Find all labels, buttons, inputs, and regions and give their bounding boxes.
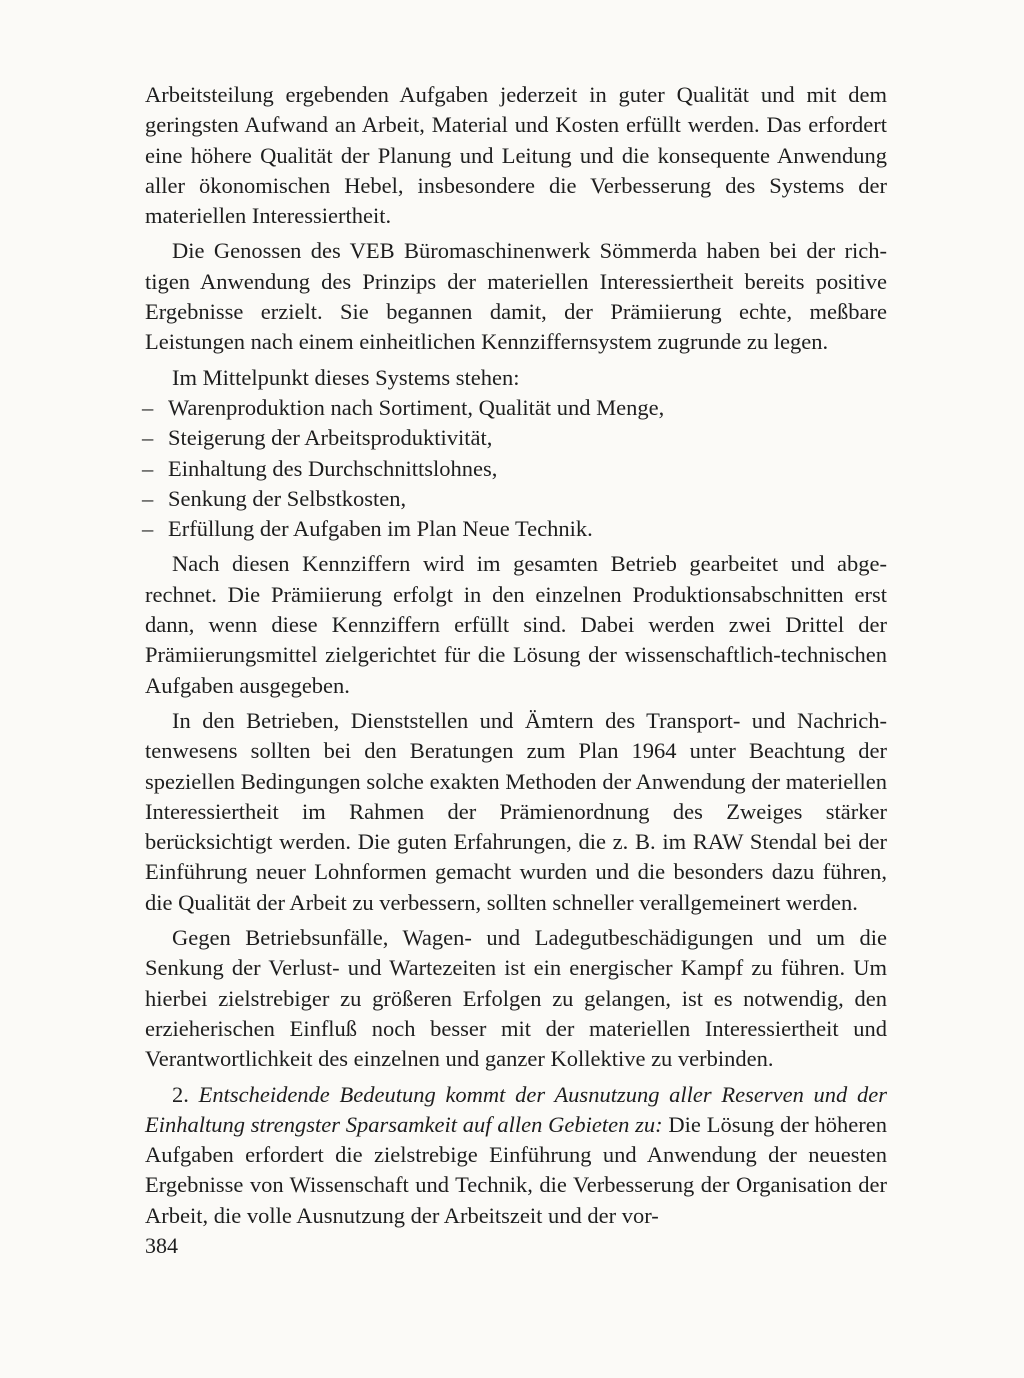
page-body — [142, 80, 888, 1236]
list-item — [142, 514, 887, 544]
paragraph-transportwesen: In den Betrieben, Dienststellen und Ämtern des Transport- und Nachrichtenwesens sollten bei den Beratungen zum Plan 1964 unter Beachtung der speziellen Bedingungen solche exakten Methoden der Anwendung der materiellen Interessiertheit im Rahmen der Prämienordnung des Zweiges stärker berücksichtigt werden. Die guten Erfahrungen, die z. B. im RAW Stendal bei der Einführung neuer Lohnformen gemacht wurden und die besonders dazu führen, die Qualität der Arbeit zu verbessern, sollten schneller verallgemeinert werden. — [145, 707, 887, 915]
indicator-list — [142, 393, 887, 544]
list-intro: Im Mittelpunkt dieses Systems stehen: — [172, 364, 520, 390]
list-item-text: Steigerung der Arbeitsproduktivität, — [168, 425, 493, 451]
paragraph-betriebsunfaelle: Gegen Betriebsunfälle, Wagen- und Ladegutbeschädigungen und um die Senkung der Verlust- und Wartezeiten ist ein energischer Kampf zu führen. Um hierbei zielstrebiger zu größeren Erfolgen zu gelangen, ist es notwendig, den erzieherischen Einfluß noch besser mit der materiellen Interessiertheit und Verantwortlichkeit des einzelnen und ganzer Kollektive zu verbinden. — [145, 925, 887, 1072]
paragraph-soemmerda: Die Genossen des VEB Büromaschinenwerk Sömmerda haben bei der richtigen Anwendung des Prinzips der materiellen Interessiertheit bereits positive Ergebnisse erzielt. Sie begannen damit, der Prämiierung echte, meßbare Leistungen nach einem einheitlichen Kennziffernsystem zugrunde zu legen. — [145, 238, 887, 355]
list-item-text: Einhaltung des Durchschnittslohnes, — [168, 455, 498, 481]
list-item — [142, 454, 887, 484]
dash-marker: – — [142, 516, 154, 542]
paragraph-kennziffern: Nach diesen Kennziffern wird im gesamten Betrieb gearbeitet und abgerechnet. Die Prämiierung erfolgt in den einzelnen Produktionsabschnitten erst dann, wenn diese Kennziffern erfüllt sind. Dabei werden zwei Drittel der Prämiierungsmittel zielgerichtet für die Lösung der wissenschaftlich-technischen Aufgaben ausgegeben. — [145, 551, 887, 698]
section-number: 2. — [172, 1081, 189, 1107]
list-item-text: Erfüllung der Aufgaben im Plan Neue Technik. — [168, 516, 593, 542]
list-item-text: Warenproduktion nach Sortiment, Qualität und Menge, — [168, 394, 665, 420]
paragraph-reserven — [145, 1080, 887, 1231]
list-item — [142, 484, 887, 514]
paragraph-reserven-text: Die Lösung der höheren Aufgaben erfordert die zielstrebige Einführung und Anwendung der neuesten Ergebnisse von Wissenschaft und Technik, die Verbesserung der Organisation der Arbeit, die volle Ausnutzung der Arbeitszeit und der vor- — [145, 1111, 887, 1228]
emphasized-heading: Entscheidende Bedeutung kommt der Ausnutzung aller Reserven und der Einhaltung strengster Sparsamkeit auf allen Gebieten zu: — [145, 1081, 888, 1137]
dash-marker: – — [142, 425, 154, 451]
list-item-text: Senkung der Selbstkosten, — [168, 485, 407, 511]
paragraph-continuation: Arbeitsteilung ergebenden Aufgaben jederzeit in guter Qualität und mit dem geringsten Aufwand an Arbeit, Material und Kosten erfüllt werden. Das erfordert eine höhere Qualität der Planung und Leitung und die konsequente Anwendung aller ökonomischen Hebel, insbesondere die Verbesserung des Systems der materiellen Interessiertheit. — [145, 82, 887, 229]
list-item — [142, 423, 887, 453]
dash-marker: – — [142, 455, 154, 481]
dash-marker: – — [142, 485, 154, 511]
page-number: 384 — [145, 1233, 178, 1258]
dash-marker: – — [142, 394, 154, 420]
list-item — [142, 393, 887, 423]
